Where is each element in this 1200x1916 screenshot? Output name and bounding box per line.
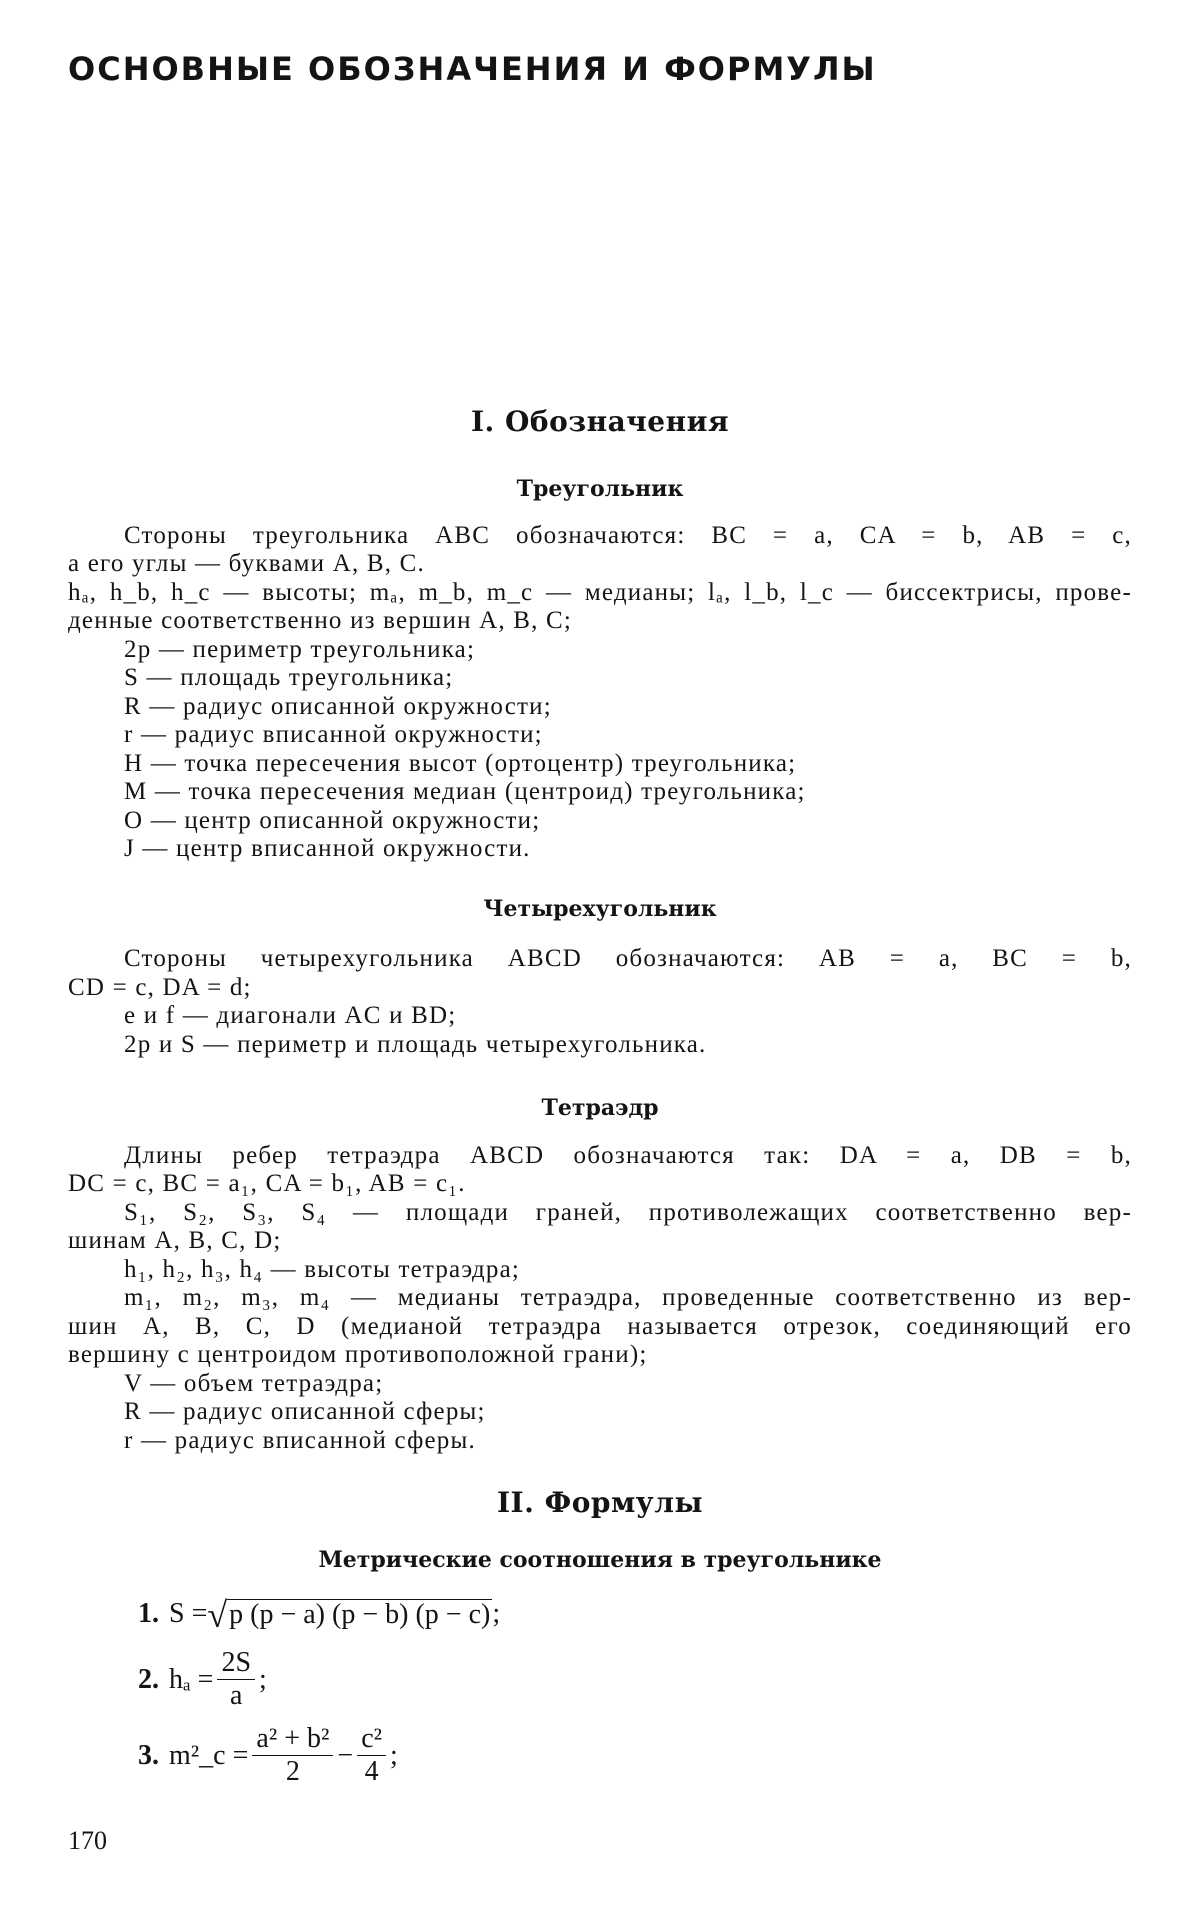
- subheading-tetrahedron: Тетраэдр: [0, 1095, 1200, 1121]
- numerator: 2S: [217, 1647, 255, 1680]
- formula-number: 3.: [138, 1740, 159, 1772]
- text-line: вершину с центроидом противоположной грани);: [68, 1341, 1132, 1369]
- formula-lhs: hₐ =: [169, 1664, 213, 1696]
- subheading-quadrilateral: Четырехугольник: [0, 896, 1200, 922]
- minus-sign: −: [337, 1740, 353, 1772]
- text-line: Длины ребер тетраэдра ABCD обозначаются так: DA = a, DB = b,: [124, 1142, 1132, 1170]
- text-line: r — радиус вписанной окружности;: [124, 721, 1132, 749]
- text-line: S₁, S₂, S₃, S₄ — площади граней, противолежащих соответственно вер-: [124, 1199, 1132, 1227]
- page: [0, 0, 1200, 1916]
- text-line: hₐ, h_b, h_c — высоты; mₐ, m_b, m_c — медианы; lₐ, l_b, l_c — биссектрисы, прове-: [68, 579, 1132, 607]
- subheading-triangle: Треугольник: [0, 476, 1200, 502]
- fraction: [357, 1723, 386, 1788]
- numerator: a² + b²: [252, 1723, 333, 1756]
- subheading-metric: Метрические соотношения в треугольнике: [0, 1547, 1200, 1573]
- section-heading-formulas: II. Формулы: [0, 1486, 1200, 1519]
- numerator: c²: [357, 1723, 386, 1756]
- formula-lhs: S =: [169, 1598, 207, 1630]
- sqrt: [207, 1599, 492, 1630]
- text-line: DC = c, BC = a₁, CA = b₁, AB = c₁.: [68, 1170, 1132, 1198]
- formula-number: 1.: [138, 1598, 159, 1630]
- text-line: 2p и S — периметр и площадь четырехугольника.: [124, 1031, 1132, 1059]
- text-line: шин A, B, C, D (медианой тетраэдра называется отрезок, соединяющий его: [68, 1313, 1132, 1341]
- fraction: [217, 1647, 255, 1712]
- formula-tail: ;: [492, 1598, 500, 1630]
- radical-sign-icon: √: [207, 1600, 227, 1630]
- fraction: [252, 1723, 333, 1788]
- page-title: ОСНОВНЫЕ ОБОЗНАЧЕНИЯ И ФОРМУЛЫ: [68, 50, 877, 88]
- text-line: Стороны треугольника ABC обозначаются: BC = a, CA = b, AB = c,: [124, 522, 1132, 550]
- formula-number: 2.: [138, 1664, 159, 1696]
- text-line: m₁, m₂, m₃, m₄ — медианы тетраэдра, проведенные соответственно из вер-: [124, 1284, 1132, 1312]
- text-line: R — радиус описанной окружности;: [124, 693, 1132, 721]
- formula-tail: ;: [390, 1740, 398, 1772]
- text-line: денные соответственно из вершин A, B, C;: [68, 607, 1132, 635]
- text-line: V — объем тетраэдра;: [124, 1370, 1132, 1398]
- text-line: h₁, h₂, h₃, h₄ — высоты тетраэдра;: [124, 1256, 1132, 1284]
- text-line: J — центр вписанной окружности.: [124, 835, 1132, 863]
- text-line: H — точка пересечения высот (ортоцентр) треугольника;: [124, 750, 1132, 778]
- text-line: CD = c, DA = d;: [68, 974, 1132, 1002]
- text-line: M — точка пересечения медиан (центроид) треугольника;: [124, 778, 1132, 806]
- formula-2: [138, 1647, 267, 1712]
- text-line: S — площадь треугольника;: [124, 664, 1132, 692]
- denominator: 4: [361, 1756, 383, 1788]
- text-line: r — радиус вписанной сферы.: [124, 1427, 1132, 1455]
- formula-lhs: m²_c =: [169, 1740, 248, 1772]
- denominator: 2: [282, 1756, 304, 1788]
- text-line: Стороны четырехугольника ABCD обозначаются: AB = a, BC = b,: [124, 945, 1132, 973]
- denominator: a: [226, 1680, 246, 1712]
- formula-tail: ;: [259, 1664, 267, 1696]
- formula-3: [138, 1723, 398, 1788]
- formula-1: [138, 1598, 500, 1630]
- text-line: e и f — диагонали AC и BD;: [124, 1002, 1132, 1030]
- radicand: p (p − a) (p − b) (p − c): [227, 1599, 492, 1630]
- text-line: 2p — периметр треугольника;: [124, 636, 1132, 664]
- text-line: шинам A, B, C, D;: [68, 1227, 1132, 1255]
- text-line: R — радиус описанной сферы;: [124, 1398, 1132, 1426]
- page-number: 170: [68, 1826, 107, 1856]
- text-line: O — центр описанной окружности;: [124, 807, 1132, 835]
- text-line: а его углы — буквами A, B, C.: [68, 550, 1132, 578]
- section-heading-notation: I. Обозначения: [0, 405, 1200, 438]
